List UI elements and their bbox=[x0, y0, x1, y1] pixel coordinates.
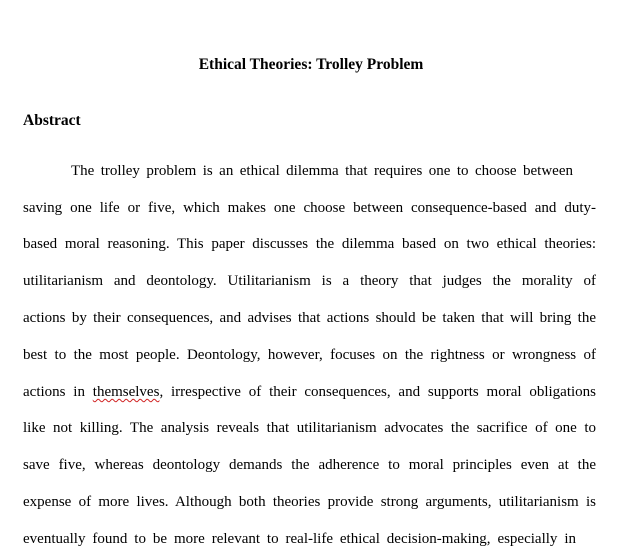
abstract-line-1: The trolley problem is an ethical dilemma that requires one to choose between bbox=[71, 163, 573, 179]
abstract-heading: Abstract bbox=[23, 112, 81, 129]
abstract-line-3: based moral reasoning. This paper discusses the dilemma based on two ethical theories: bbox=[23, 236, 596, 252]
abstract-line-7 bbox=[23, 382, 596, 402]
abstract-line-8: like not killing. The analysis reveals that utilitarianism advocates the sacrifice of one to bbox=[23, 420, 596, 436]
line-7-after: , irrespective of their consequences, and supports moral obligations bbox=[159, 384, 596, 400]
abstract-line-6: best to the most people. Deontology, however, focuses on the rightness or wrongness of bbox=[23, 347, 596, 363]
abstract-line-5: actions by their consequences, and advises that actions should be taken that will bring the bbox=[23, 310, 596, 326]
abstract-line-10: expense of more lives. Although both theories provide strong arguments, utilitarianism is bbox=[23, 494, 596, 510]
abstract-line-9: save five, whereas deontology demands the adherence to moral principles even at the bbox=[23, 457, 596, 473]
abstract-line-4: utilitarianism and deontology. Utilitarianism is a theory that judges the morality of bbox=[23, 273, 596, 289]
spellcheck-flagged-word[interactable]: themselves bbox=[92, 384, 160, 400]
document-title: Ethical Theories: Trolley Problem bbox=[198, 56, 424, 73]
line-7-before: actions in bbox=[23, 384, 93, 400]
abstract-line-2: saving one life or five, which makes one choose between consequence-based and duty- bbox=[23, 200, 596, 216]
abstract-line-11: eventually found to be more relevant to real-life ethical decision-making, especially in bbox=[23, 531, 576, 547]
